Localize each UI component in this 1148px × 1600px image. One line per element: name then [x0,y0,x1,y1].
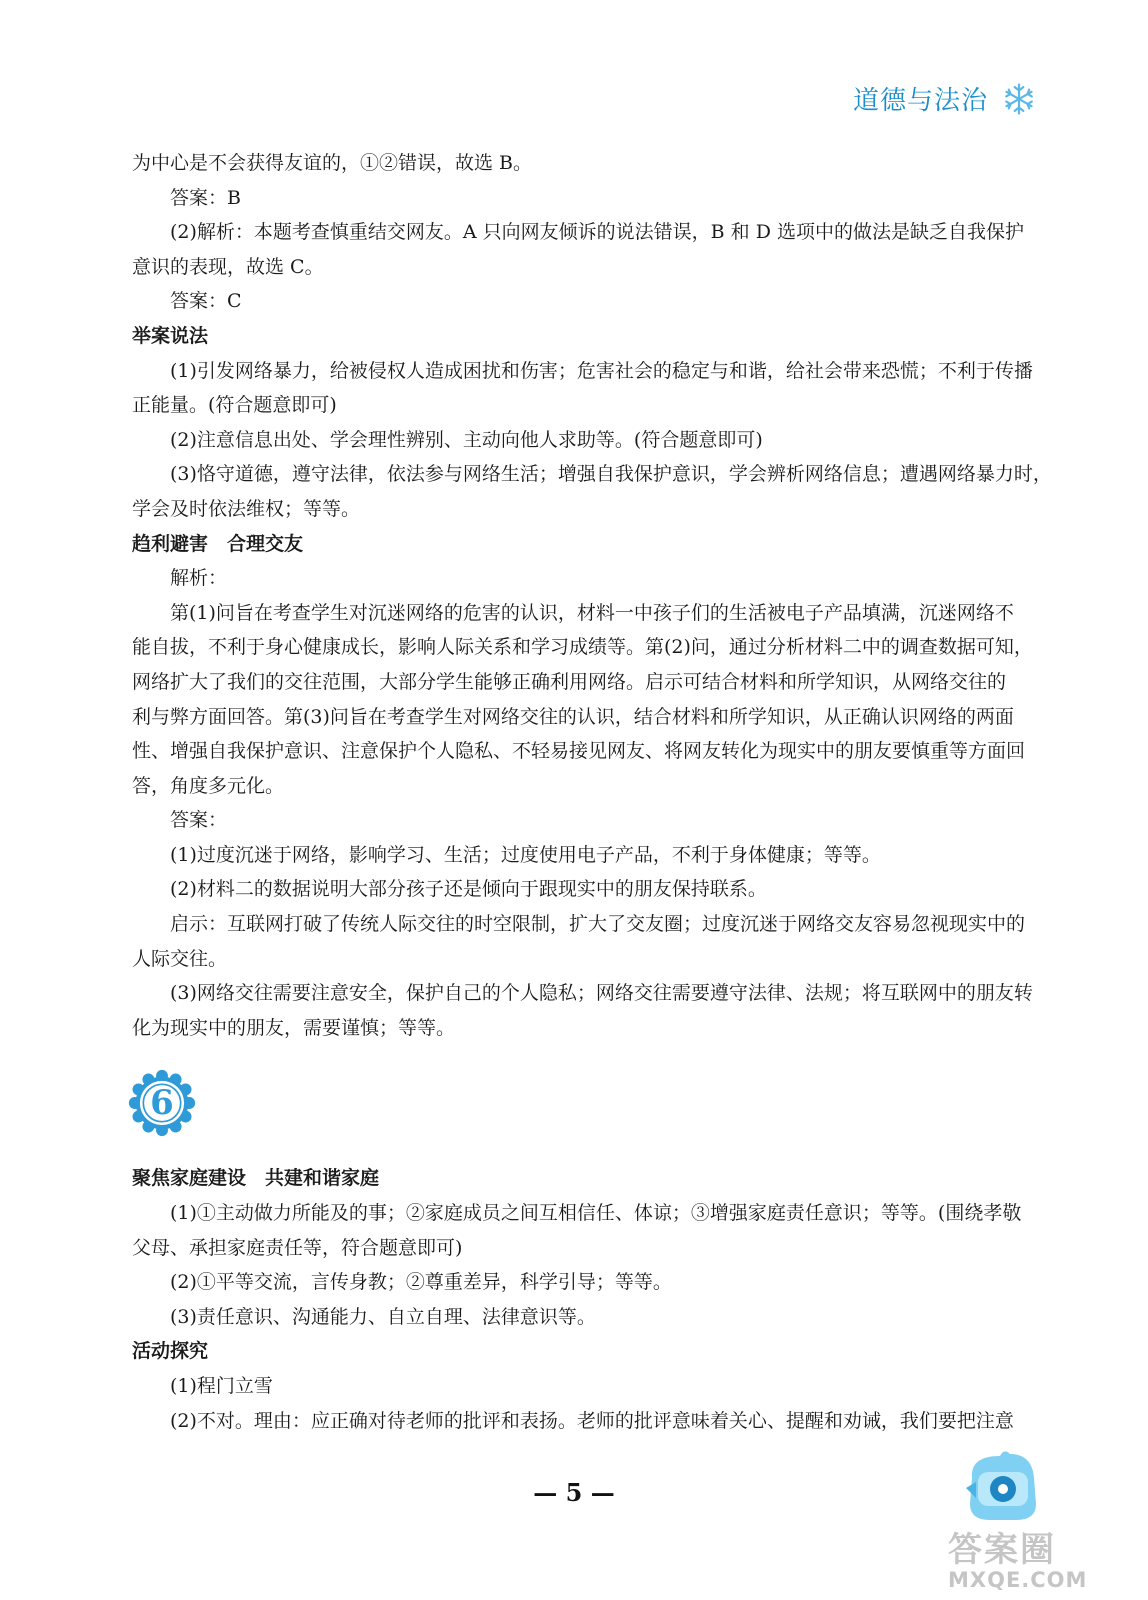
text-line: (3)责任意识、沟通能力、自立自理、法律意识等。 [170,1305,596,1328]
text-line: (1)①主动做力所能及的事；②家庭成员之间互相信任、体谅；③增强家庭责任意识；等等。(围绕孝敬 [170,1202,1022,1225]
mascot-icon [960,1448,1046,1526]
text-line: 网络扩大了我们的交往范围，大部分学生能够正确利用网络。启示可结合材料和所学知识，从网络交往的 [132,670,1007,693]
section-heading: 活动探究 [132,1340,209,1363]
text-line: (3)网络交往需要注意安全，保护自己的个人隐私；网络交往需要遵守法律、法规；将互联网中的朋友转 [170,982,1033,1005]
text-line: (1)过度沉迷于网络，影响学习、生活；过度使用电子产品，不利于身体健康；等等。 [170,843,881,866]
text-line: (2)不对。理由：应正确对待老师的批评和表扬。老师的批评意味着关心、提醒和劝诫，我们要把注意 [170,1409,1014,1432]
text-line: (1)引发网络暴力，给被侵权人造成困扰和伤害；危害社会的稳定与和谐，给社会带来恐慌；不利于传播 [170,359,1033,382]
subject-title: 道德与法治 [852,86,988,116]
text-line: 意识的表现，故选 C。 [132,255,324,278]
text-line: 答案： [170,809,228,832]
text-line: 正能量。(符合题意即可) [132,394,337,417]
text-line: 人际交往。 [132,947,228,970]
text-line: 化为现实中的朋友，需要谨慎；等等。 [132,1016,456,1039]
text-line: 能自拔，不利于身心健康成长，影响人际关系和学习成绩等。第(2)问，通过分析材料二中的调查数据可知， [132,636,1033,659]
section-heading: 举案说法 [132,324,209,347]
text-line: 答案：B [170,186,241,209]
answer-content [132,146,1052,1438]
text-line: (2)注意信息出处、学会理性辨别、主动向他人求助等。(符合题意即可) [170,428,763,451]
text-line: 利与弊方面回答。第(3)问旨在考查学生对网络交往的认识，结合材料和所学知识，从正确认识网络的两面 [132,705,1014,728]
text-line: 答案：C [170,290,242,313]
text-line: (2)材料二的数据说明大部分孩子还是倾向于跟现实中的朋友保持联系。 [170,878,767,901]
text-line: 答，角度多元化。 [132,774,285,797]
answer-block-6 [132,1161,1022,1438]
text-line: (3)恪守道德，遵守法律，依法参与网络生活；增强自我保护意识，学会辨析网络信息；遭遇网络暴力时， [170,463,1052,486]
page-header [853,80,1036,117]
section-number: 6 [150,1083,174,1124]
text-line: 父母、承担家庭责任等，符合题意即可) [132,1236,463,1259]
watermark-site: MXQE.COM [948,1568,1088,1592]
text-line: (2)①平等交流，言传身教；②尊重差异，科学引导；等等。 [170,1271,672,1294]
text-line: 解析： [170,567,228,590]
section-heading: 趋利避害 合理交友 [132,532,304,555]
section-badge [132,1045,1002,1161]
text-line: 第(1)问旨在考查学生对沉迷网络的危害的认识，材料一中孩子们的生活被电子产品填满，沉迷网络不 [170,601,1014,624]
answer-block-5 [132,146,1052,1045]
page-number: — 5 — [533,1478,615,1507]
text-line: (2)解析：本题考查慎重结交网友。A 只向网友倾诉的说法错误，B 和 D 选项中的做法是缺乏自我保护 [170,221,1024,244]
snowflake-icon [1002,82,1036,116]
section-heading: 聚焦家庭建设 共建和谐家庭 [132,1167,380,1190]
text-line: (1)程门立雪 [170,1375,273,1397]
watermark [948,1532,1138,1594]
text-line: 为中心是不会获得友谊的，①②错误，故选 B。 [132,152,533,174]
watermark-logo: 答案圈 [948,1530,1056,1570]
text-line: 启示：互联网打破了传统人际交往的时空限制，扩大了交友圈；过度沉迷于网络交友容易忽视现实中的 [170,913,1026,936]
text-line: 性、增强自我保护意识、注意保护个人隐私、不轻易接见网友、将网友转化为现实中的朋友要慎重等方面回 [132,740,1026,763]
text-line: 学会及时依法维权；等等。 [132,497,361,520]
